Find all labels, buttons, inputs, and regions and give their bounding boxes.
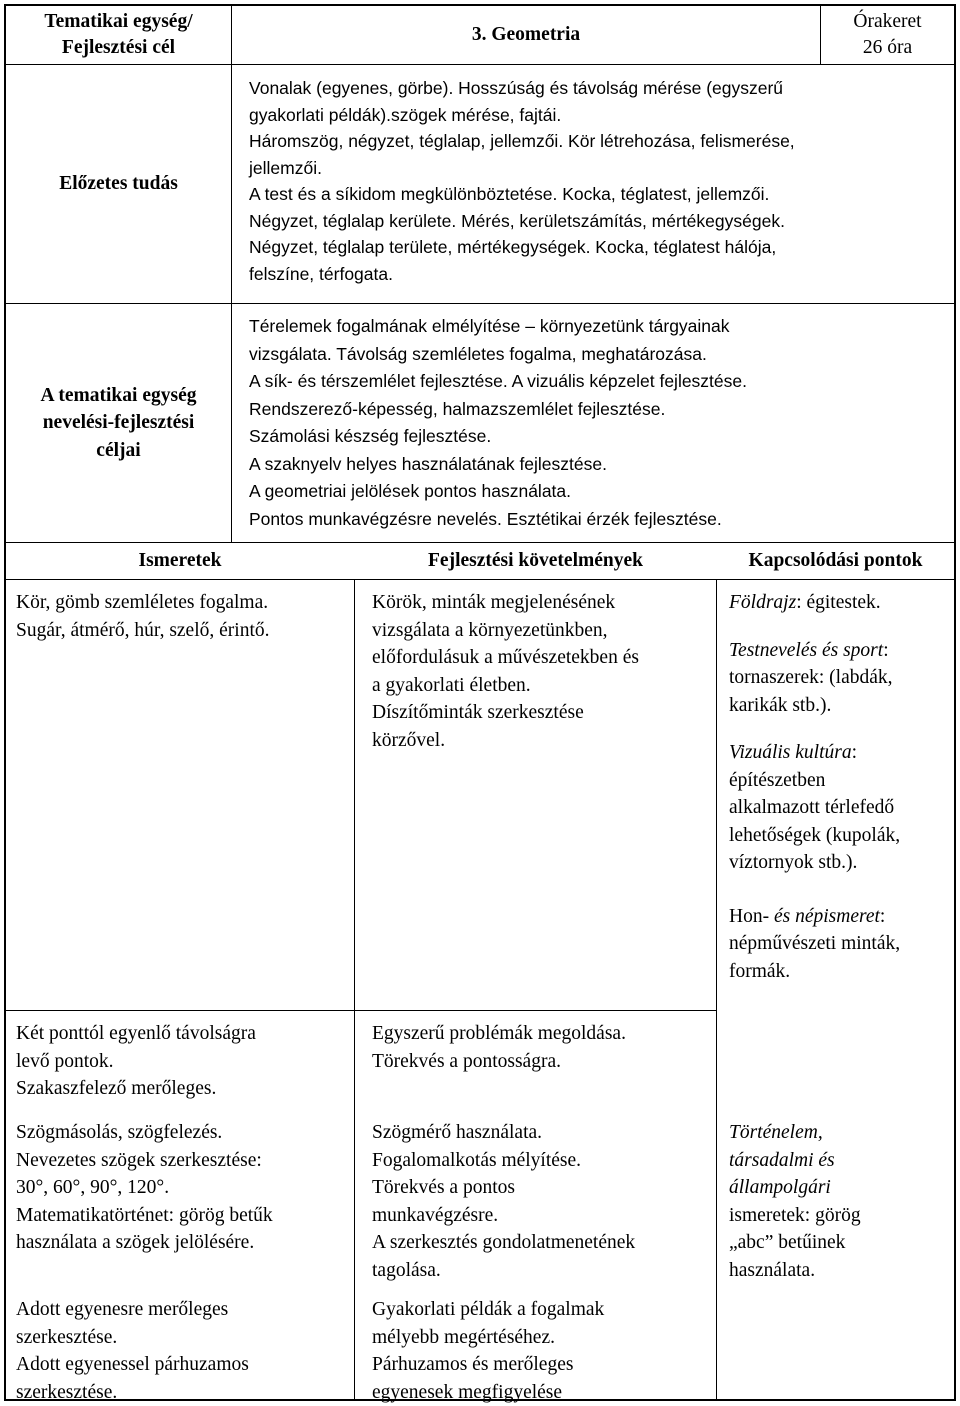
header-hours-cell bbox=[821, 6, 954, 64]
connections-column bbox=[729, 589, 954, 985]
goal-line: A sík- és térszemlélet fejlesztése. A vizuális képzelet fejlesztése. bbox=[249, 371, 747, 391]
connection-vizualis: Vizuális kultúra: építészetben alkalmazott térlefedő lehetőségek (kupolák, víztornyok stb.). bbox=[729, 742, 901, 873]
header-left-line1: Tematikai egység/ bbox=[44, 11, 193, 32]
goal-line: Pontos munkavégzésre nevelés. Esztétikai érzék fejlesztése. bbox=[249, 508, 722, 529]
goals-label: A tematikai egység nevelési-fejlesztési céljai bbox=[40, 384, 197, 461]
curriculum-table bbox=[4, 4, 956, 1401]
goals-text bbox=[249, 313, 949, 533]
hours-label: Órakeret bbox=[853, 11, 922, 32]
prior-line: Négyzet, téglalap kerülete. Mérés, kerületszámítás, mértékegységek. bbox=[249, 210, 785, 231]
connection-foldrajz: Földrajz: égitestek. bbox=[729, 592, 881, 613]
prior-line: Vonalak (egyenes, görbe). Hosszúság és távolság mérése (egyszerű bbox=[249, 78, 784, 98]
divider-columns bbox=[6, 579, 954, 580]
header-title-cell bbox=[232, 6, 820, 64]
connection-tortenelem: Történelem, társadalmi és állampolgári ismeretek: görög „abc” betűinek használata. bbox=[729, 1122, 861, 1281]
prior-line: gyakorlati példák).szögek mérése, fajtái. bbox=[249, 104, 562, 125]
header-left-cell bbox=[6, 6, 231, 64]
row3-requirements: Szögmérő használata. Fogalomalkotás mélyítése. Törekvés a pontos munkavégzésre. A szerkesztés gondolatmenetének tagolása. bbox=[372, 1122, 636, 1281]
column-header-knowledge: Ismeretek bbox=[138, 550, 222, 572]
hours-value: 26 óra bbox=[862, 37, 913, 58]
column-header-requirements: Fejlesztési követelmények bbox=[428, 550, 643, 572]
column-divider-2 bbox=[716, 579, 717, 1401]
row1-knowledge: Kör, gömb szemléletes fogalma. Sugár, átmérő, húr, szelő, érintő. bbox=[16, 592, 270, 641]
column-header-connections: Kapcsolódási pontok bbox=[748, 550, 923, 572]
row4-requirements: Gyakorlati példák a fogalmak mélyebb megértéséhez. Párhuzamos és merőleges egyenesek megfigyelése bbox=[372, 1299, 605, 1403]
column-divider-1 bbox=[354, 579, 355, 1401]
prior-line: Háromszög, négyzet, téglalap, jellemzői. Kör létrehozása, felismerése, bbox=[249, 131, 795, 151]
prior-line: felszíne, térfogata. bbox=[249, 263, 393, 284]
prior-line: Négyzet, téglalap területe, mértékegységek. Kocka, téglatest hálója, bbox=[249, 237, 777, 257]
connection-hon: Hon- és népismeret: népművészeti minták, formák. bbox=[729, 905, 901, 982]
prior-line: jellemzői. bbox=[249, 157, 322, 178]
goal-line: Térelemek fogalmának elmélyítése – környezetünk tárgyainak bbox=[249, 316, 730, 336]
goal-line: A szaknyelv helyes használatának fejlesztése. bbox=[249, 453, 607, 474]
header-divider-left bbox=[231, 6, 232, 542]
goal-line: vizsgálata. Távolság szemléletes fogalma, meghatározása. bbox=[249, 343, 707, 364]
row2-knowledge: Két ponttól egyenlő távolságra levő pontok. Szakaszfelező merőleges. bbox=[16, 1023, 256, 1099]
row2-requirements: Egyszerű problémák megoldása. Törekvés a pontosságra. bbox=[372, 1023, 626, 1072]
goal-line: Számolási készség fejlesztése. bbox=[249, 426, 492, 446]
row3-knowledge: Szögmásolás, szögfelezés. Nevezetes szögek szerkesztése: 30°, 60°, 90°, 120°. Matematikatörténet: görög betűk használata a szögek jelölésére. bbox=[16, 1122, 273, 1253]
prior-knowledge-label: Előzetes tudás bbox=[59, 173, 178, 195]
row1-requirements: Körök, minták megjelenésének vizsgálata a környezetünkben, előfordulásuk a művészetekben és a gyakorlati életben. Díszítőminták szerkesztése körzővel. bbox=[372, 592, 639, 751]
connection-testneveles: Testnevelés és sport: tornaszerek: (labdák, karikák stb.). bbox=[729, 639, 893, 716]
divider-row-1 bbox=[6, 1010, 716, 1011]
goal-line: Rendszerező-képesség, halmazszemlélet fejlesztése. bbox=[249, 398, 666, 419]
goal-line: A geometriai jelölések pontos használata. bbox=[249, 481, 572, 501]
prior-line: A test és a síkidom megkülönböztetése. Kocka, téglatest, jellemzői. bbox=[249, 184, 770, 204]
prior-knowledge-text bbox=[249, 75, 949, 287]
row4-knowledge: Adott egyenesre merőleges szerkesztése. Adott egyenessel párhuzamos szerkesztése. bbox=[16, 1299, 249, 1403]
page-title: 3. Geometria bbox=[471, 24, 581, 46]
header-left-line2: Fejlesztési cél bbox=[61, 37, 176, 58]
